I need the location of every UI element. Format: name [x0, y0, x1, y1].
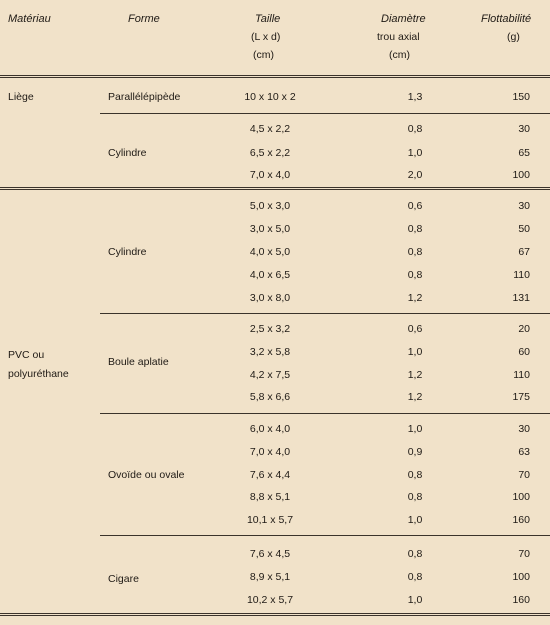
cell-diametre: 1,2: [407, 292, 423, 304]
forme-label: Cigare: [108, 573, 139, 585]
cell-flottabilite: 60: [518, 346, 530, 358]
cell-flottabilite: 110: [513, 269, 530, 281]
cell-taille: 10,1 x 5,7: [246, 514, 294, 526]
header-materiau: Matériau: [8, 13, 51, 25]
cell-taille: 4,2 x 7,5: [249, 369, 291, 381]
cell-flottabilite: 70: [518, 548, 530, 560]
cell-taille: 3,0 x 5,0: [249, 223, 291, 235]
cell-diametre: 0,8: [407, 223, 423, 235]
header-taille-dims: (L x d): [251, 31, 281, 43]
cell-flottabilite: 131: [512, 292, 530, 304]
cell-taille: 4,0 x 6,5: [249, 269, 291, 281]
material-liege: Liège: [8, 91, 34, 103]
cell-diametre: 0,8: [407, 469, 423, 481]
cell-taille: 6,5 x 2,2: [249, 147, 291, 159]
cell-flottabilite: 160: [512, 594, 530, 606]
cell-flottabilite: 110: [513, 369, 530, 381]
cell-taille: 4,0 x 5,0: [249, 246, 291, 258]
cell-flottabilite: 20: [518, 323, 530, 335]
cell-flottabilite: 30: [518, 423, 530, 435]
cell-taille: 3,2 x 5,8: [249, 346, 291, 358]
header-rule: [0, 75, 550, 76]
bottom-rule: [0, 613, 550, 614]
forme-label: Cylindre: [108, 246, 147, 258]
cell-taille: 4,5 x 2,2: [249, 123, 291, 135]
cell-diametre: 1,0: [407, 423, 423, 435]
cell-taille: 7,0 x 4,0: [249, 446, 291, 458]
cell-flottabilite: 150: [512, 91, 530, 103]
cell-diametre: 1,2: [407, 391, 423, 403]
cell-flottabilite: 100: [512, 491, 530, 503]
cell-diametre: 0,8: [407, 269, 423, 281]
cell-taille: 10 x 10 x 2: [244, 91, 296, 103]
header-forme: Forme: [128, 13, 160, 25]
header-diametre: Diamètre: [381, 13, 426, 25]
cell-taille: 7,6 x 4,5: [249, 548, 291, 560]
cell-diametre: 2,0: [407, 169, 423, 181]
cell-taille: 8,8 x 5,1: [249, 491, 291, 503]
cell-diametre: 0,8: [407, 491, 423, 503]
material-rule: [0, 187, 550, 188]
cell-flottabilite: 70: [518, 469, 530, 481]
material-pvc-line1: PVC ou: [8, 349, 45, 361]
cell-flottabilite: 50: [518, 223, 530, 235]
group-rule: [100, 113, 550, 114]
group-rule: [100, 413, 550, 414]
cell-taille: 5,0 x 3,0: [249, 200, 291, 212]
header-flottabilite-unit: (g): [507, 31, 520, 43]
forme-label: Parallélépipède: [108, 91, 181, 103]
cell-flottabilite: 175: [512, 391, 530, 403]
cell-diametre: 1,3: [407, 91, 423, 103]
cell-diametre: 1,2: [407, 369, 423, 381]
cell-taille: 5,8 x 6,6: [249, 391, 291, 403]
forme-label: Cylindre: [108, 147, 147, 159]
cell-taille: 7,6 x 4,4: [249, 469, 291, 481]
forme-label: Boule aplatie: [108, 356, 169, 368]
cell-flottabilite: 160: [512, 514, 530, 526]
cell-diametre: 0,8: [407, 571, 423, 583]
forme-label: Ovoïde ou ovale: [108, 469, 185, 481]
cell-diametre: 0,8: [407, 548, 423, 560]
cell-diametre: 1,0: [407, 346, 423, 358]
cell-taille: 7,0 x 4,0: [249, 169, 291, 181]
cell-flottabilite: 30: [518, 123, 530, 135]
header-taille-unit: (cm): [253, 49, 274, 61]
cell-diametre: 1,0: [407, 514, 423, 526]
cell-flottabilite: 67: [518, 246, 530, 258]
material-pvc-line2: polyuréthane: [8, 368, 69, 380]
cell-flottabilite: 65: [518, 147, 530, 159]
group-rule: [100, 535, 550, 536]
cell-flottabilite: 30: [518, 200, 530, 212]
header-diametre-unit: (cm): [389, 49, 410, 61]
cell-diametre: 0,8: [407, 246, 423, 258]
cell-taille: 2,5 x 3,2: [249, 323, 291, 335]
group-rule: [100, 313, 550, 314]
cell-diametre: 0,8: [407, 123, 423, 135]
header-taille: Taille: [255, 13, 281, 25]
cell-flottabilite: 100: [512, 169, 530, 181]
cell-diametre: 1,0: [407, 594, 423, 606]
cell-flottabilite: 100: [512, 571, 530, 583]
cell-diametre: 0,6: [407, 200, 423, 212]
cell-taille: 6,0 x 4,0: [249, 423, 291, 435]
header-diametre-sub: trou axial: [377, 31, 420, 43]
cell-diametre: 0,6: [407, 323, 423, 335]
cell-diametre: 0,9: [407, 446, 423, 458]
cell-diametre: 1,0: [407, 147, 423, 159]
cell-taille: 3,0 x 8,0: [249, 292, 291, 304]
cell-flottabilite: 63: [518, 446, 530, 458]
cell-taille: 10,2 x 5,7: [246, 594, 294, 606]
cell-taille: 8,9 x 5,1: [249, 571, 291, 583]
header-flottabilite: Flottabilité: [481, 13, 532, 25]
